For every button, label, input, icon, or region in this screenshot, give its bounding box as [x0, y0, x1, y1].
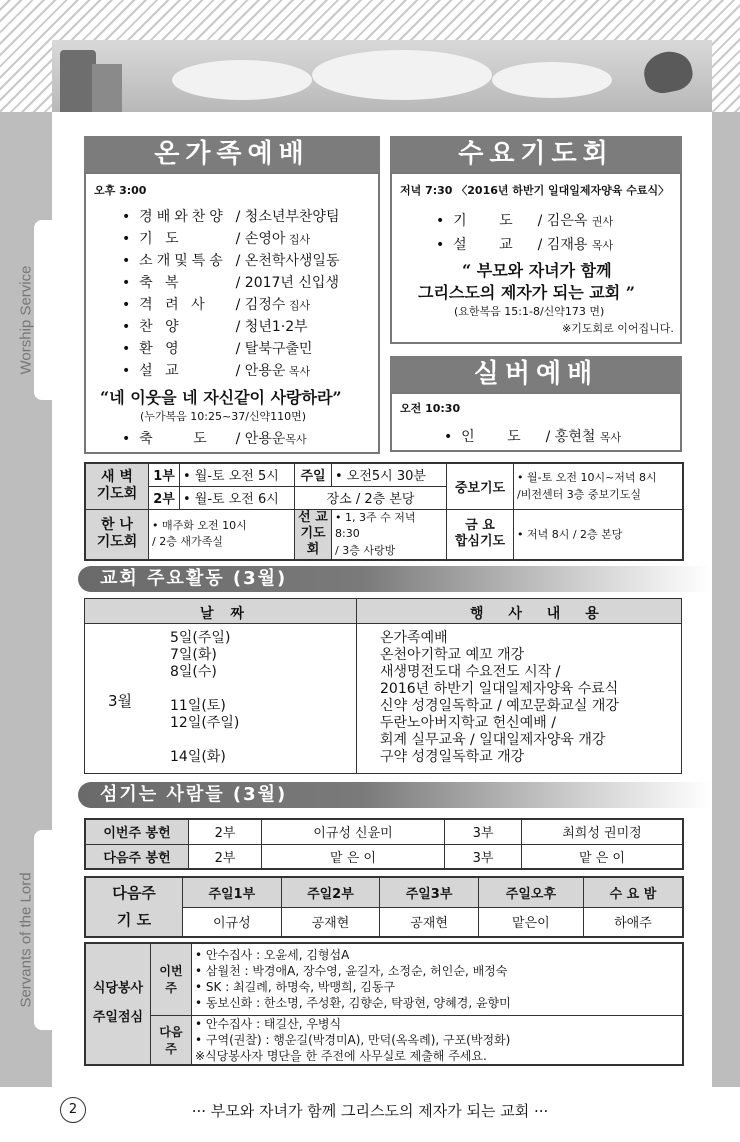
offering-table — [84, 818, 684, 870]
offering-p3-label: 3부 — [445, 844, 522, 869]
wednesday-prayer-role: 기 도 — [453, 213, 527, 229]
intercession-time: • 월-토 오전 10시~저녁 8시 /비전센터 3층 중보기도실 — [514, 463, 684, 509]
building-shape — [60, 50, 96, 112]
activity-event: 온가족예배 — [380, 630, 448, 646]
family-worship-item: • 경배와찬양 / 청소년부찬양팀 — [122, 206, 339, 226]
offering-p2-label: 2부 — [189, 819, 262, 844]
family-worship-role: 소개및특송 — [139, 253, 227, 269]
heart-icon — [640, 47, 695, 96]
family-worship-time: 오후 3:00 — [94, 184, 147, 197]
senior-role: 인 도 — [461, 429, 535, 445]
kitchen-line: • 안수집사 : 태길산, 우병식 — [195, 1016, 342, 1031]
kitchen-table — [84, 942, 684, 1066]
activity-event: 구약 성경일독학교 개강 — [380, 749, 525, 765]
family-worship-item: • 찬 양 / 청년1·2부 — [122, 316, 308, 336]
family-worship-value: 온천학사생일동 — [244, 253, 340, 269]
kitchen-next-list — [192, 1015, 684, 1065]
header-photo — [52, 40, 712, 112]
prayer-name: 이규성 — [183, 907, 282, 937]
offering-this-p2: 이규성 신윤미 — [262, 819, 445, 844]
activity-date: 12일(주일) — [170, 715, 240, 731]
activity-date: 11일(토) — [170, 698, 226, 714]
family-worship-item: • 환 영 / 탈북구출민 — [122, 338, 312, 358]
family-worship-role: 격 려 사 — [139, 297, 209, 313]
onemind-time: • 매주화 오전 10시 / 2층 새가족실 — [149, 509, 295, 560]
prayer-header: 주일오후 — [478, 877, 583, 907]
family-worship-title: 온가족예배 — [84, 136, 380, 172]
activity-event: 두란노아버지학교 헌신예배 / — [380, 715, 556, 731]
blessing-line: • 축 도 / 안용운목사 — [122, 428, 307, 448]
wednesday-prayer-line: • 기 도 / 김은옥 권사 — [436, 210, 613, 230]
wednesday-sermon-role: 설 교 — [453, 237, 527, 253]
activity-date: 5일(주일) — [170, 630, 231, 646]
wednesday-sermon-value: 김재용 — [546, 237, 588, 253]
family-worship-value: 안용운 — [244, 363, 286, 379]
senior-title: 실버예배 — [390, 356, 682, 392]
wednesday-sermon-line: • 설 교 / 김재용 목사 — [436, 234, 613, 254]
family-worship-suffix: 집사 — [285, 233, 311, 246]
kitchen-label: 식당봉사 주일점심 — [85, 943, 151, 1065]
activity-date: 8일(수) — [170, 664, 217, 680]
family-worship-role: 설 교 — [139, 363, 183, 379]
family-worship-role: 찬 양 — [139, 319, 183, 335]
cloud-shape — [172, 60, 312, 100]
side-tab — [34, 220, 52, 400]
cloud-shape — [312, 50, 492, 100]
activities-title: 교회 주요활동 (3월) — [78, 566, 710, 592]
side-tab — [34, 830, 52, 1030]
prayer-label: 다음주 기 도 — [85, 877, 183, 937]
family-worship-item: • 격 려 사 / 김정수 집사 — [122, 294, 310, 314]
wednesday-sermon-suffix: 목사 — [591, 239, 614, 252]
activities-col-date: 날 짜 — [200, 606, 250, 622]
family-worship-value: 탈북구출민 — [244, 341, 313, 357]
family-worship-item: • 기 도 / 손영아 집사 — [122, 228, 310, 248]
schedule-table — [84, 462, 684, 561]
activity-event: 신약 성경일독학교 / 예꼬문화교실 개강 — [380, 698, 619, 714]
wednesday-ref: (요한복음 15:1-8/신약173 면) — [454, 305, 605, 318]
prayer-header: 주일2부 — [281, 877, 380, 907]
prayer-header: 주일3부 — [380, 877, 479, 907]
kitchen-line: • 구역(권찰) : 행운길(박경미A), 만덕(옥옥례), 구포(박정화) — [195, 1032, 511, 1047]
offering-next-p2: 맡 은 이 — [262, 844, 445, 869]
offering-next-week-label: 다음주 봉헌 — [85, 844, 189, 869]
family-worship-value: 손영아 — [244, 231, 286, 247]
wednesday-prayer-value: 김은옥 — [546, 213, 588, 229]
kitchen-next-week: 다음주 — [151, 1015, 192, 1065]
prayer-name: 하애주 — [583, 907, 683, 937]
dawn-p2: 2부 — [149, 486, 180, 509]
servants-title: 섬기는 사람들 (3월) — [78, 782, 710, 808]
activity-date: 14일(화) — [170, 749, 226, 765]
side-label-worship: Worship Service — [17, 265, 35, 375]
activities-divider — [356, 599, 357, 773]
dawn-sunday-time: • 오전5시 30분 — [332, 463, 447, 486]
family-worship-role: 경배와찬양 — [139, 209, 227, 225]
friday-time: • 저녁 8시 / 2층 본당 — [514, 509, 684, 560]
page-number: 2 — [60, 1097, 86, 1123]
dawn-p2-time: • 월-토 오전 6시 — [180, 486, 295, 509]
side-label-servants: Servants of the Lord — [17, 872, 35, 1008]
blessing-suffix: 목사 — [285, 433, 307, 446]
senior-leader-line: • 인 도 / 홍현철 목사 — [444, 426, 621, 446]
family-worship-suffix: 집사 — [285, 299, 311, 312]
family-worship-role: 축 복 — [139, 275, 183, 291]
wednesday-motto-1: “ 부모와 자녀가 함께 — [462, 261, 612, 280]
activity-event: 온천아기학교 예꼬 개강 — [380, 647, 525, 663]
activity-event: 2016년 하반기 일대일제자양육 수료식 — [380, 681, 619, 697]
activities-month: 3월 — [108, 692, 133, 710]
family-worship-verse: “네 이웃을 네 자신같이 사랑하라” — [100, 388, 342, 407]
dawn-place: 장소 / 2층 본당 — [295, 486, 447, 509]
dawn-label: 새 벽 기도회 — [85, 463, 149, 509]
offering-this-p3: 최희성 권미정 — [522, 819, 684, 844]
friday-label: 금 요 합심기도 — [447, 509, 514, 560]
family-worship-role: 환 영 — [139, 341, 183, 357]
kitchen-line: • 동보신화 : 한소명, 주성환, 김향순, 탁광현, 양혜경, 윤향미 — [195, 996, 511, 1011]
family-worship-value: 김정수 — [244, 297, 286, 313]
activity-event: 새생명전도대 수요전도 시작 / — [380, 664, 561, 680]
wednesday-note: ※기도회로 이어집니다. — [562, 322, 674, 335]
senior-time: 오전 10:30 — [400, 402, 461, 415]
wednesday-prayer-suffix: 권사 — [591, 215, 614, 228]
kitchen-line: • 안수집사 : 오윤세, 김형섭A — [195, 947, 350, 962]
kitchen-line: ※식당봉사자 명단을 한 주전에 사무실로 제출해 주세요. — [195, 1048, 487, 1063]
wednesday-time: 저녁 7:30 〈2016년 하반기 일대일제자양육 수료식〉 — [400, 184, 670, 197]
mission-time: • 1, 3주 수 저녁 8:30 / 3층 사랑방 — [332, 509, 447, 560]
footer-text: ··· 부모와 자녀가 함께 그리스도의 제자가 되는 교회 ··· — [191, 1102, 549, 1120]
family-worship-value: 청년1·2부 — [244, 319, 308, 335]
mission-label: 선 교 기도회 — [295, 509, 332, 560]
kitchen-this-list — [192, 943, 684, 1015]
offering-this-week-label: 이번주 봉헌 — [85, 819, 189, 844]
dawn-sunday: 주일 — [295, 463, 332, 486]
family-worship-value: 2017년 신입생 — [244, 275, 339, 291]
dawn-p1-time: • 월-토 오전 5시 — [180, 463, 295, 486]
kitchen-this-week: 이번주 — [151, 943, 192, 1015]
family-worship-item: • 설 교 / 안용운 목사 — [122, 360, 310, 380]
prayer-header: 주일1부 — [183, 877, 282, 907]
prayer-name: 맡은이 — [478, 907, 583, 937]
prayer-header: 수 요 밤 — [583, 877, 683, 907]
wednesday-motto-2: 그리스도의 제자가 되는 교회 ” — [418, 283, 635, 302]
intercession-label: 중보기도 — [447, 463, 514, 509]
blessing-role: 축 도 — [139, 431, 225, 447]
family-worship-item: • 소개및특송 / 온천학사생일동 — [122, 250, 339, 270]
prayer-name: 공재현 — [380, 907, 479, 937]
activities-col-event: 행 사 내 용 — [470, 606, 609, 622]
kitchen-line: • SK : 최길례, 하명숙, 박맹희, 김동구 — [195, 980, 396, 995]
cloud-shape — [492, 62, 612, 98]
offering-p3-label: 3부 — [445, 819, 522, 844]
family-worship-item: • 축 복 / 2017년 신입생 — [122, 272, 339, 292]
offering-next-p3: 맡 은 이 — [522, 844, 684, 869]
family-worship-verse-ref: (누가복음 10:25~37/신약110면) — [140, 410, 307, 423]
senior-suffix: 목사 — [599, 431, 622, 444]
activity-date: 7일(화) — [170, 647, 217, 663]
family-worship-value: 청소년부찬양팀 — [244, 209, 340, 225]
senior-value: 홍현철 — [554, 429, 596, 445]
side-bar-right — [712, 112, 740, 1087]
kitchen-line: • 삼월천 : 박경애A, 장수영, 윤길자, 소정순, 허인순, 배정숙 — [195, 964, 508, 979]
activity-event: 회계 실무교육 / 일대일제자양육 개강 — [380, 732, 606, 748]
onemind-label: 한 나 기도회 — [85, 509, 149, 560]
dawn-p1: 1부 — [149, 463, 180, 486]
family-worship-suffix: 목사 — [285, 365, 311, 378]
wednesday-title: 수요기도회 — [390, 136, 682, 172]
offering-p2-label: 2부 — [189, 844, 262, 869]
building-shape — [92, 64, 122, 112]
family-worship-role: 기 도 — [139, 231, 183, 247]
prayer-table — [84, 876, 684, 938]
blessing-value: 안용운 — [244, 431, 286, 447]
prayer-name: 공재현 — [281, 907, 380, 937]
